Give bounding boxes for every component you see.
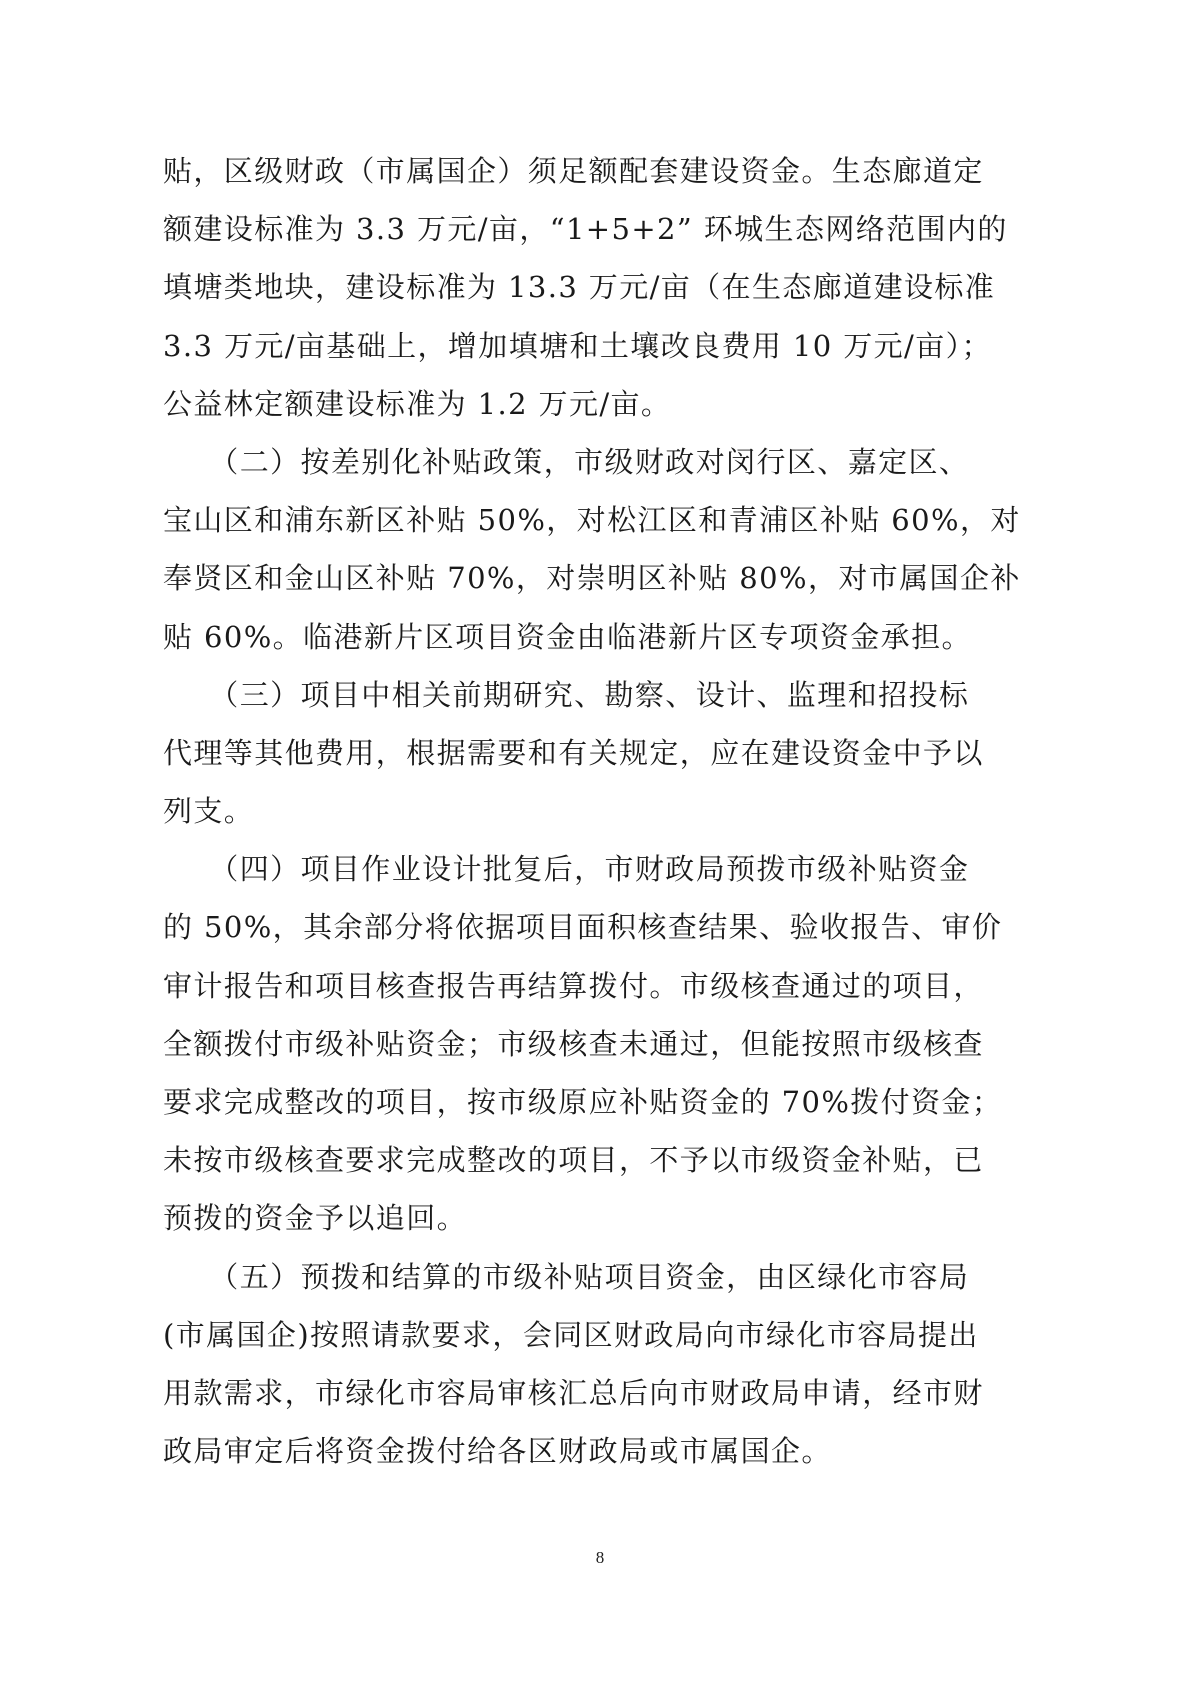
paragraph-5-start: （五）预拨和结算的市级补贴项目资金，由区绿化市容局 [163, 1259, 970, 1294]
text-line: 全额拨付市级补贴资金；市级核查未通过，但能按照市级核查 [163, 1026, 984, 1061]
text-line: 代理等其他费用，根据需要和有关规定，应在建设资金中予以 [163, 735, 984, 770]
text-line: 列支。 [163, 794, 255, 829]
text-line: (市属国企)按照请款要求，会同区财政局向市绿化市容局提出 [163, 1317, 979, 1352]
text-line: 公益林定额建设标准为 1.2 万元/亩。 [163, 386, 672, 421]
text-line: 预拨的资金予以追回。 [163, 1201, 468, 1236]
text-line: 未按市级核查要求完成整改的项目，不予以市级资金补贴，已 [163, 1143, 984, 1178]
text-line: 奉贤区和金山区补贴 70%，对崇明区补贴 80%，对市属国企补 [163, 561, 1021, 596]
text-line: 用款需求，市绿化市容局审核汇总后向市财政局申请，经市财 [163, 1375, 984, 1410]
text-line: 宝山区和浦东新区补贴 50%，对松江区和青浦区补贴 60%，对 [163, 503, 1021, 538]
text-line: 贴 60%。临港新片区项目资金由临港新片区专项资金承担。 [163, 619, 972, 654]
text-line: 额建设标准为 3.3 万元/亩，“1+5+2” 环城生态网络范围内的 [163, 212, 1008, 247]
text-line: 政局审定后将资金拨付给各区财政局或市属国企。 [163, 1434, 832, 1469]
text-line: 要求完成整改的项目，按市级原应补贴资金的 70%拨付资金； [163, 1085, 1003, 1119]
body-text [163, 142, 1043, 1480]
text-line: 3.3 万元/亩基础上，增加填塘和土壤改良费用 10 万元/亩）； [163, 328, 992, 363]
paragraph-4-start: （四）项目作业设计批复后，市财政局预拨市级补贴资金 [163, 852, 970, 887]
page-number: 8 [595, 1548, 605, 1567]
text-line: 填塘类地块，建设标准为 13.3 万元/亩（在生态廊道建设标准 [163, 270, 996, 305]
paragraph-2-start: （二）按差别化补贴政策，市级财政对闵行区、嘉定区、 [163, 444, 970, 479]
text-line: 审计报告和项目核查报告再结算拨付。市级核查通过的项目， [163, 968, 984, 1003]
text-line: 贴，区级财政（市属国企）须足额配套建设资金。生态廊道定 [163, 154, 984, 188]
text-line: 的 50%，其余部分将依据项目面积核查结果、验收报告、审价 [163, 910, 1003, 945]
paragraph-3-start: （三）项目中相关前期研究、勘察、设计、监理和招投标 [163, 677, 970, 712]
